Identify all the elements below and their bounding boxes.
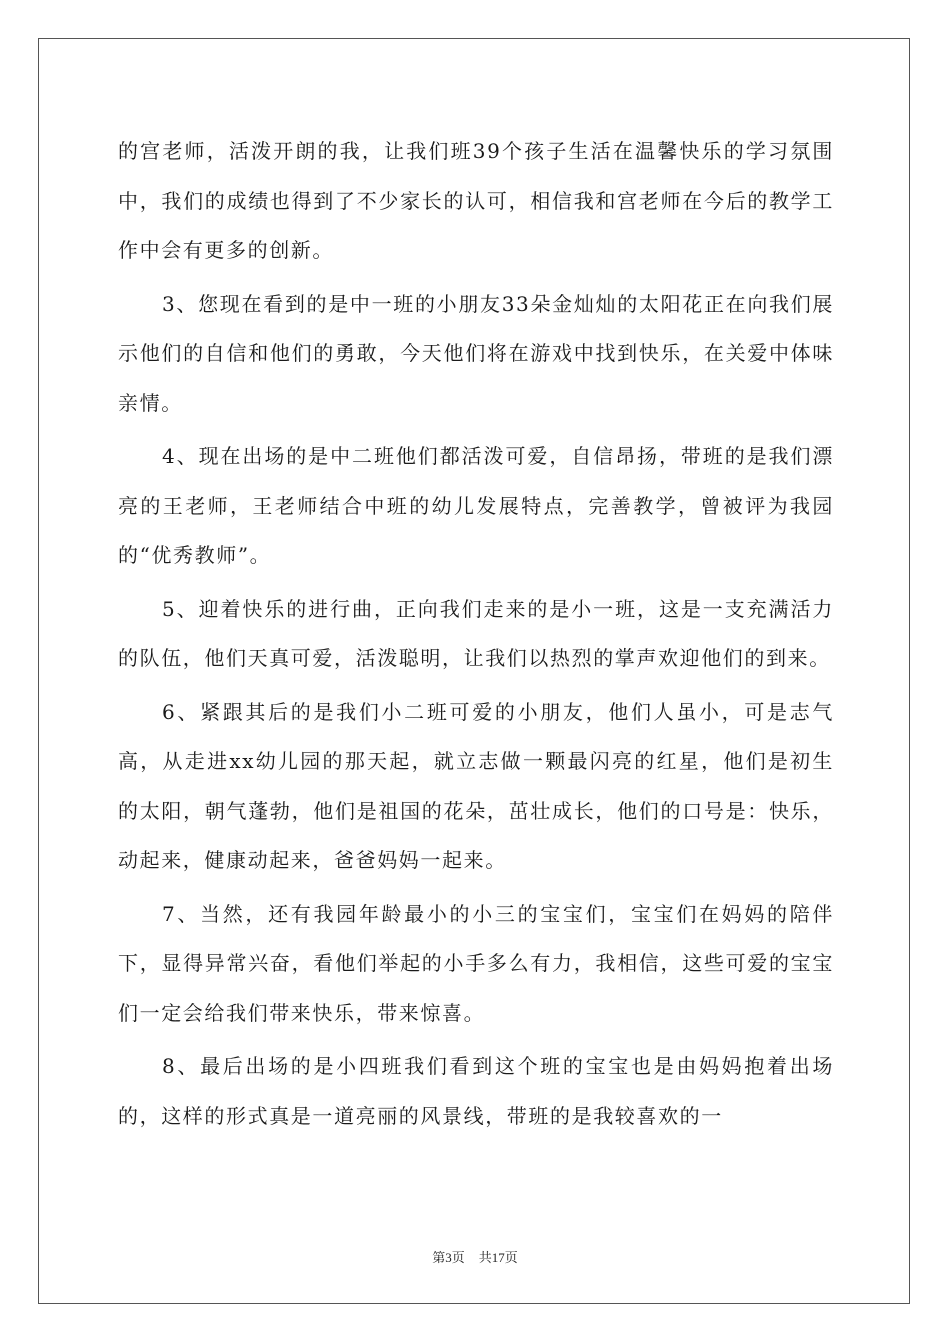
- page-footer: [0, 1247, 950, 1266]
- paragraph-2: 3、您现在看到的是中一班的小朋友33朵金灿灿的太阳花正在向我们展示他们的自信和他们的勇敢，今天他们将在游戏中找到快乐，在关爱中体味亲情。: [118, 291, 834, 415]
- paragraph-6: 7、当然，还有我园年龄最小的小三的宝宝们，宝宝们在妈妈的陪伴下，显得异常兴奋，看他们举起的小手多么有力，我相信，这些可爱的宝宝们一定会给我们带来快乐，带来惊喜。: [118, 901, 834, 1025]
- document-body: [118, 127, 834, 1145]
- current-page-label: 第3页: [432, 1250, 465, 1265]
- paragraph-3: 4、现在出场的是中二班他们都活泼可爱，自信昂扬，带班的是我们漂亮的王老师，王老师结合中班的幼儿发展特点，完善教学，曾被评为我园的“优秀教师”。: [118, 444, 834, 567]
- paragraph-1: 的宫老师，活泼开朗的我，让我们班39个孩子生活在温馨快乐的学习氛围中，我们的成绩也得到了不少家长的认可，相信我和宫老师在今后的教学工作中会有更多的创新。: [118, 139, 834, 262]
- paragraph-7: 8、最后出场的是小四班我们看到这个班的宝宝也是由妈妈抱着出场的，这样的形式真是一道亮丽的风景线，带班的是我较喜欢的一: [118, 1054, 834, 1128]
- paragraph-4: 5、迎着快乐的进行曲，正向我们走来的是小一班，这是一支充满活力的队伍，他们天真可爱，活泼聪明，让我们以热烈的掌声欢迎他们的到来。: [118, 596, 834, 670]
- paragraph-5: 6、紧跟其后的是我们小二班可爱的小朋友，他们人虽小，可是志气高，从走进xx幼儿园的那天起，就立志做一颗最闪亮的红星，他们是初生的太阳，朝气蓬勃，他们是祖国的花朵，茁壮成长，他们的口号是：快乐，动起来，健康动起来，爸爸妈妈一起来。: [118, 699, 834, 872]
- total-pages-label: 共17页: [478, 1250, 518, 1265]
